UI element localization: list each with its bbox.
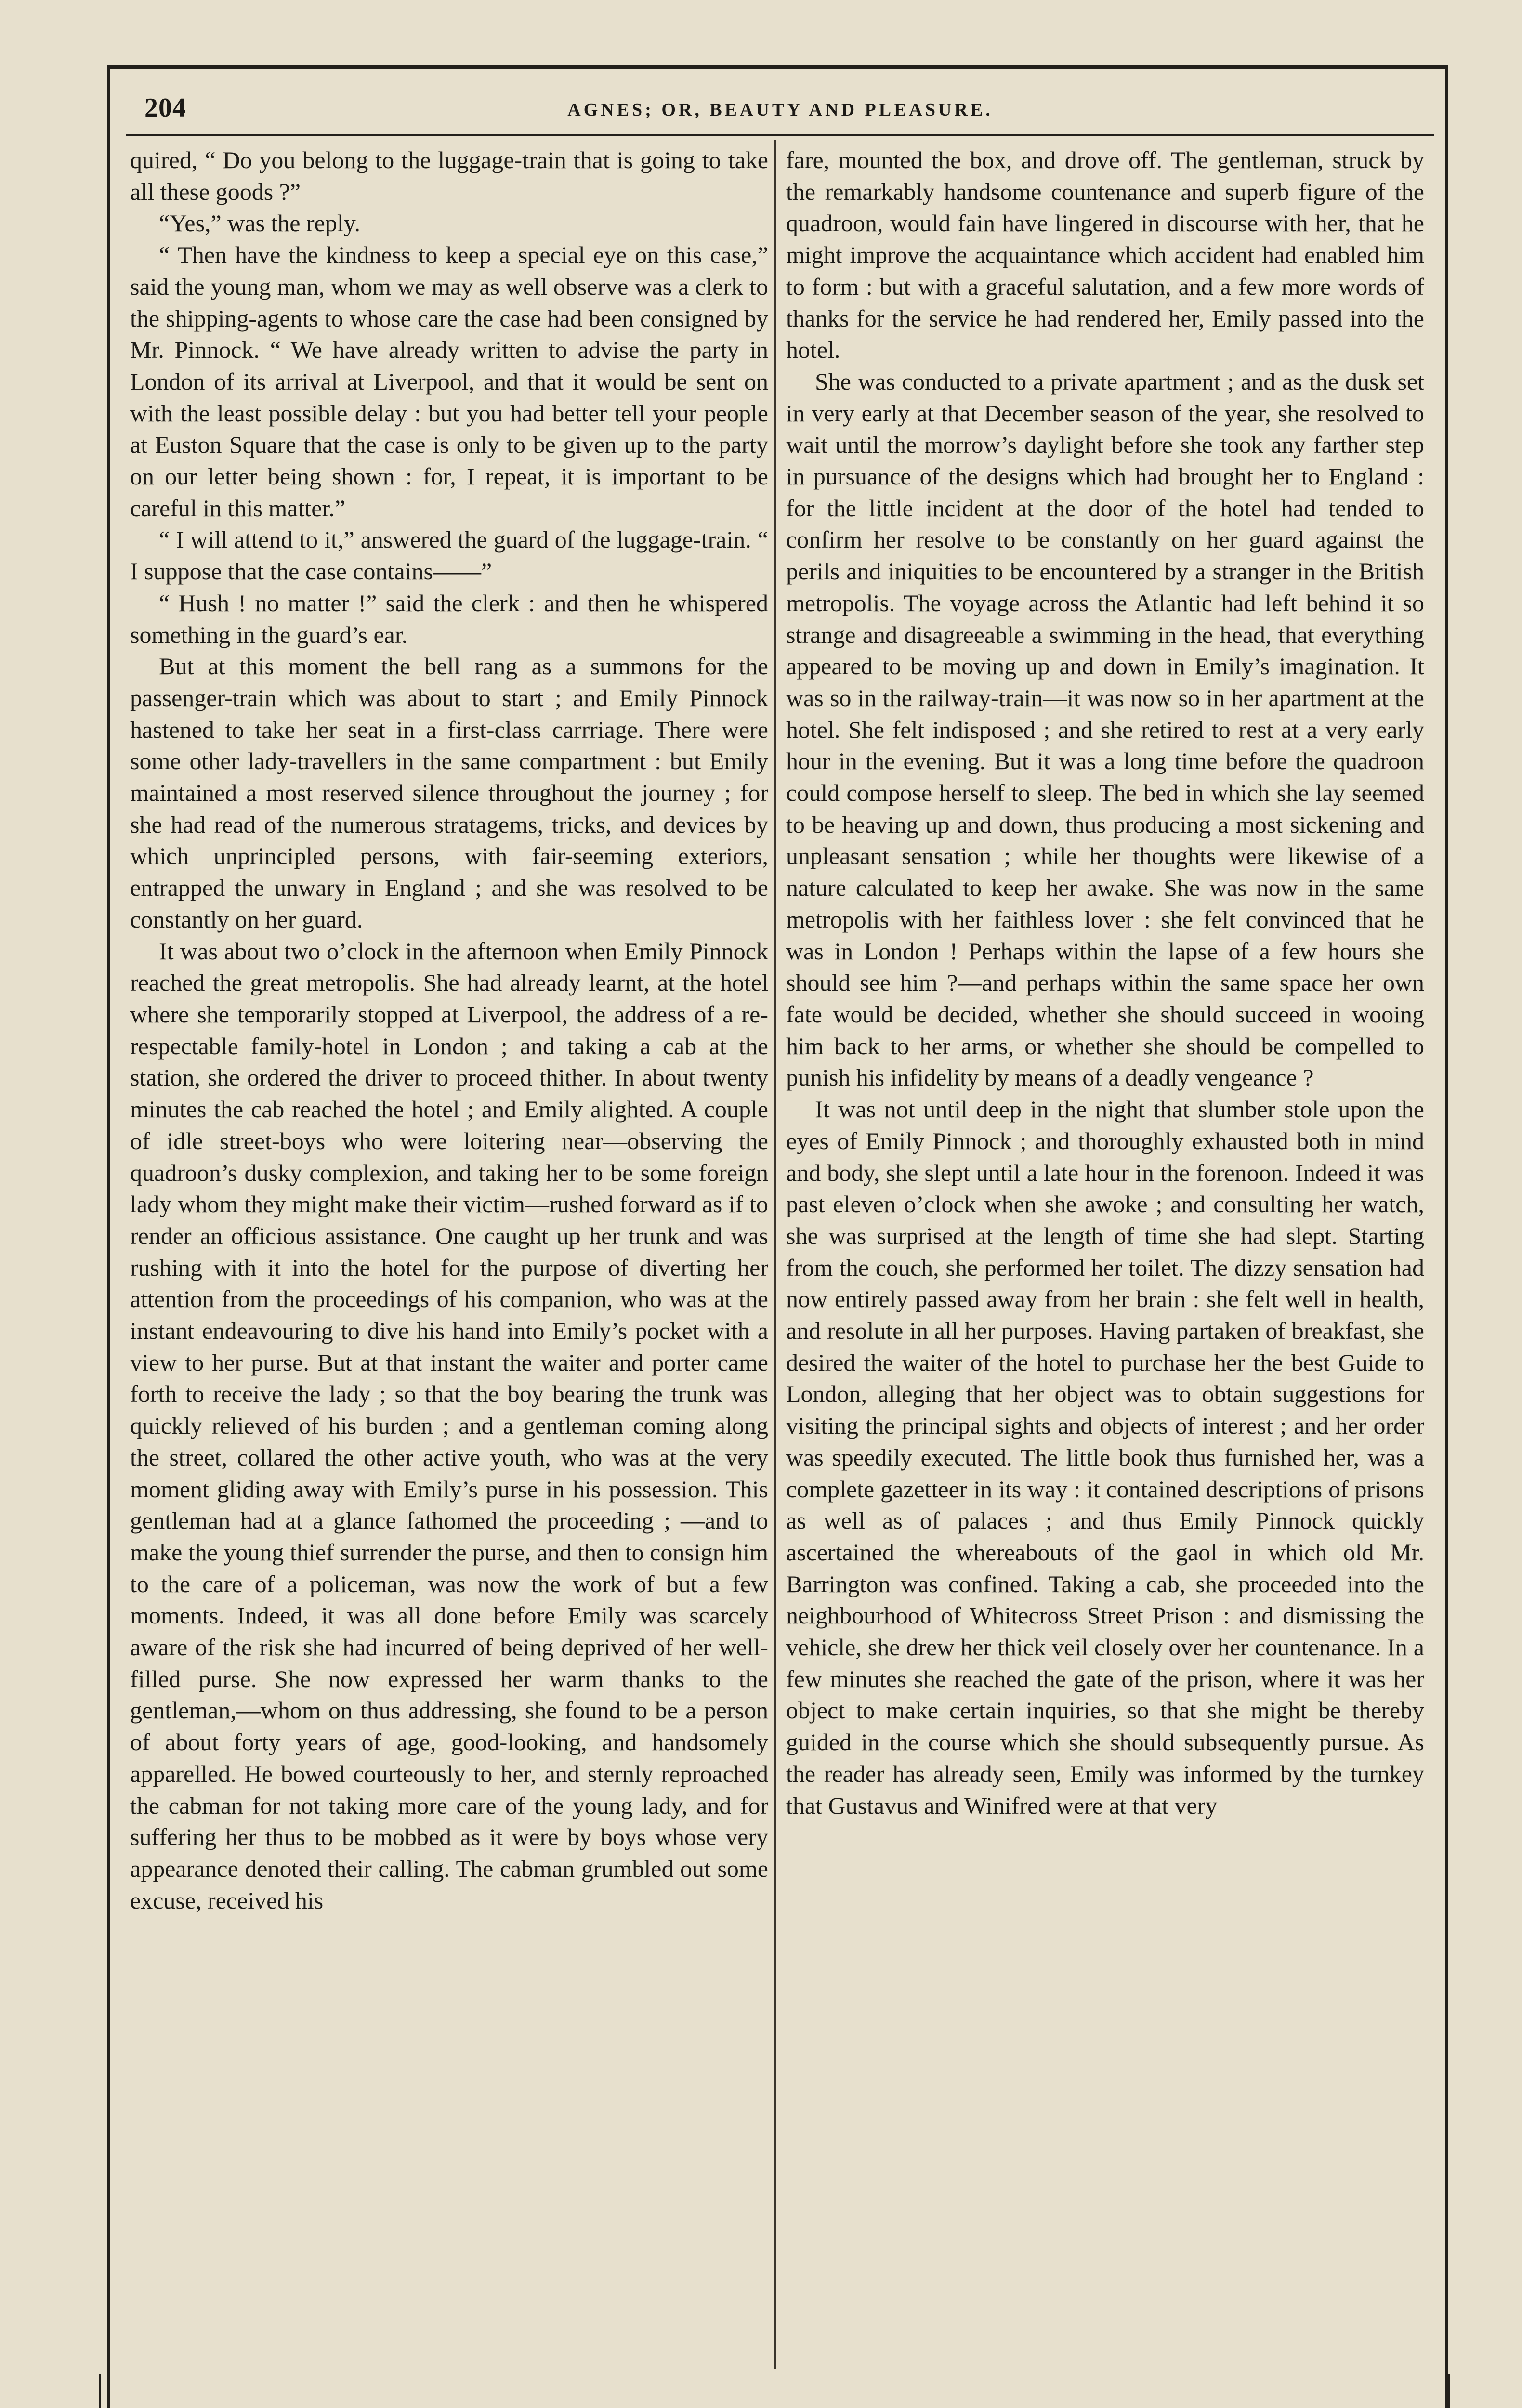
paragraph: It was not until deep in the night that slumber stole upon the eyes of Emily Pinnock ; and thoroughly exhausted both in mind and body, she slept until a late hour in the forenoon. Indeed it was past eleven o’clock when she awoke ; and consulting her watch, she was surprised at the length of time she had slept. Starting from the couch, she performed her toilet. The dizzy sensation had now entirely passed away from her brain : she felt well in health, and resolute in all her purposes. Having partaken of breakfast, she desired the waiter of the hotel to purchase her the best Guide to London, alleging that her object was to obtain suggestions for visiting the principal sights and objects of interest ; and her order was speedily executed. The little book thus furnished her, was a complete gazetteer in its way : it contained descriptions of prisons as well as of palaces ; and thus Emily Pinnock quickly ascertained the whereabouts of the gaol in which old Mr. Barrington was confined. Taking a cab, she proceeded into the neighbourhood of Whitecross Street Prison : and dismissing the vehicle, she drew her thick veil closely over her countenance. In a few minutes she reached the gate of the prison, where it was her object to make certain inquiries, so that she might be thereby guided in the course which she should subsequently pursue. As the reader has already seen, Emily was informed by the turnkey that Gustavus and Winifred were at that very [786,1096,1424,1819]
running-head: AGNES; OR, BEAUTY AND PLEASURE. [567,100,993,120]
paragraph: But at this moment the bell rang as a summons for the passenger-train which was about to start ; and Emily Pinnock hastened to take her seat in a first-class carrriage. There were some other lady-travellers in the same compartment : but Emily maintained a most reserved silence throughout the journey ; for she had read of the numerous stratagems, tricks, and devices by which unprincipled persons, with fair-seeming exteriors, entrapped the unwary in England ; and she was resolved to be constantly on her guard. [130,653,768,933]
page-header [144,92,1416,136]
paragraph: She was conducted to a private apartment ; and as the dusk set in very early at that December season of the year, she resolved to wait until the morrow’s daylight before she took any farther step in pursuance of the designs which had brought her to England : for the little incident at the door of the hotel had tended to confirm her resolve to be constantly on her guard against the perils and iniquities to be encountered by a stranger in the British metropolis. The voyage across the Atlantic had left behind it so strange and disagreeable a swimming in the head, that everything appeared to be moving up and down in Emily’s imagination. It was so in the railway-train—it was now so in her apartment at the hotel. She felt indisposed ; and she retired to rest at a very early hour in the evening. But it was a long time before the quadroon could compose herself to sleep. The bed in which she lay seemed to be heaving up and down, thus producing a most sickening and unpleasant sensation ; while her thoughts were likewise of a nature calculated to keep her awake. She was now in the same metropolis with her faithless lover : she felt convinced that he was in London ! Perhaps within the lapse of a few hours she should see him ?—and perhaps within the same space her own fate would be decided, whether she should succeed in wooing him back to her arms, or whether she should be compelled to punish his infidelity by means of a deadly vengeance ? [786,367,1424,1091]
paragraph: “ Then have the kindness to keep a special eye on this case,” said the young man, whom we may as well observe was a clerk to the shipping-agents to whose care the case had been consigned by Mr. Pinnock. “ We have already written to advise the party in London of its arrival at Liverpool, and that it would be sent on with the least possible delay : but you had better tell your people at Euston Square that the case is only to be given up to the party on our letter being shown : for, I repeat, it is important to be careful in this matter.” [130,241,768,522]
paragraph: It was about two o’clock in the afternoon when Emily Pinnock reached the great metropolis. She had already learnt, at the hotel where she temporarily stopped at Liverpool, the address of a re-respectable family-hotel in London ; and taking a cab at the station, she ordered the driver to proceed thither. In about twenty minutes the cab reached the hotel ; and Emily alighted. A couple of idle street-boys who were loitering near—observing the quadroon’s dusky complexion, and taking her to be some foreign lady whom they might make their victim—rushed forward as if to render an officious assistance. One caught up her trunk and was rushing with it into the hotel for the purpose of diverting her attention from the proceedings of his companion, who was at the instant endeavouring to dive his hand into Emily’s pocket with a view to her purse. But at that instant the waiter and porter came forth to receive the lady ; so that the boy bearing the trunk was quickly relieved of his burden ; and a gentleman coming along the street, collared the other active youth, who was at the very moment gliding away with Emily’s purse in his possession. This gentleman had at a glance fathomed the proceeding ; —and to make the young thief surrender the purse, and then to consign him to the care of a policeman, was now the work of but a few moments. Indeed, it was all done before Emily was scarcely aware of the risk she had incurred of being deprived of her well-filled purse. She now expressed her warm thanks to the gentleman,—whom on thus addressing, she found to be a person of about forty years of age, good-looking, and handsomely apparelled. He bowed courteously to her, and sternly reproached the cabman for not taking more care of the young lady, and for suffering her thus to be mobbed as it were by boys whose very appearance denoted their calling. The cabman grumbled out some excuse, received his [130,937,768,1914]
paragraph: “Yes,” was the reply. [159,209,360,237]
paragraph: fare, mounted the box, and drove off. The gentleman, struck by the remarkably handsome countenance and superb figure of the quadroon, would fain have lingered in discourse with her, that he might improve the acquaintance which accident had enabled him to form : but with a graceful salutation, and a few more words of thanks for the service he had rendered her, Emily passed into the hotel. [786,146,1424,364]
corner-mark-left [99,2374,101,2408]
paragraph: “ I will attend to it,” answered the guard of the luggage-train. “ I suppose that the case contains——” [130,526,768,585]
left-column [130,144,768,2369]
header-rule [126,134,1434,136]
paragraph: “ Hush ! no matter !” said the clerk : and then he whispered something in the guard’s ear. [130,589,768,648]
column-divider [774,140,776,2369]
right-column [786,144,1424,2369]
page-number: 204 [144,93,186,123]
paragraph: quired, “ Do you belong to the luggage-train that is going to take all these goods ?” [130,146,768,205]
corner-mark-right [1447,2374,1450,2408]
